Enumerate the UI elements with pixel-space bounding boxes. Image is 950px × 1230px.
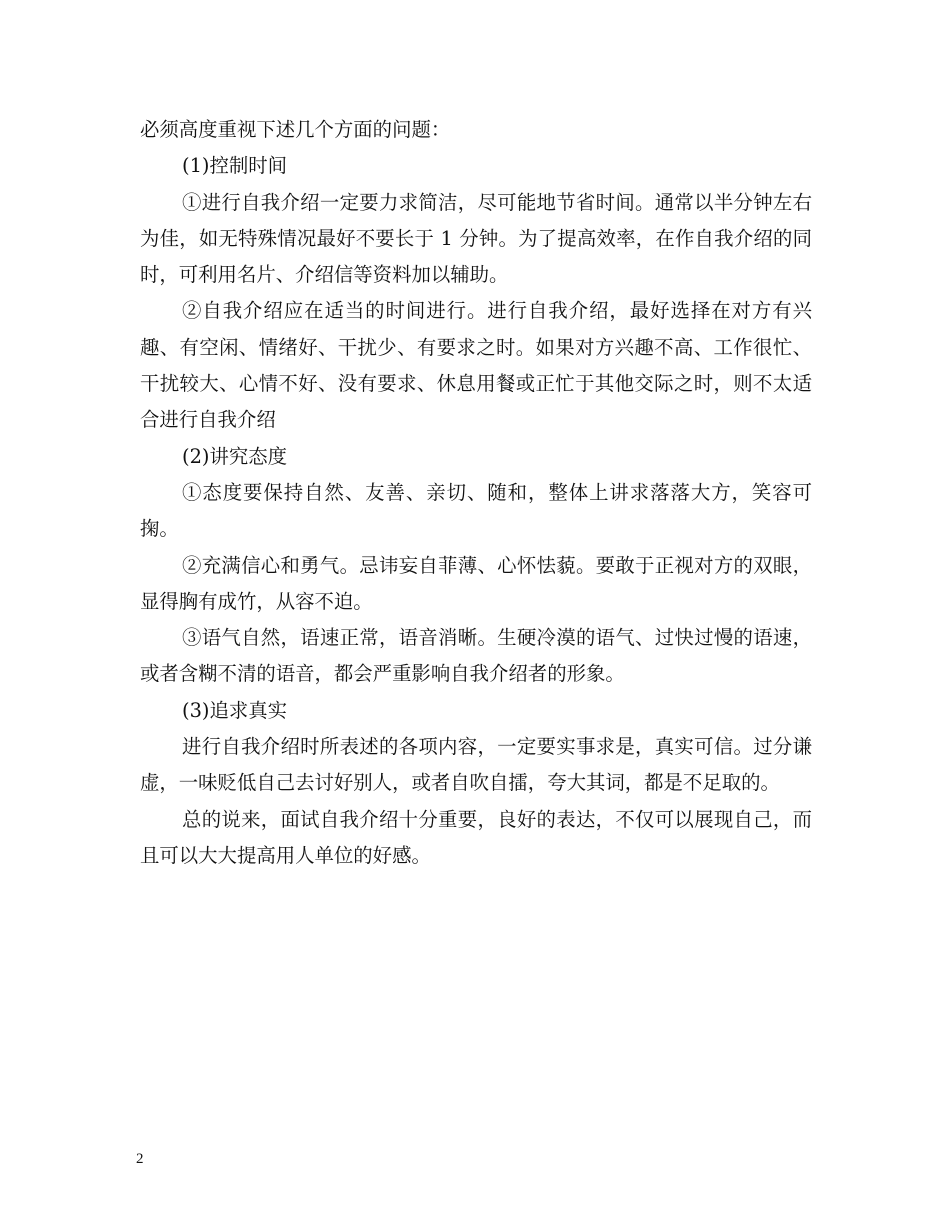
paragraph-confidence: ②充满信心和勇气。忌讳妄自菲薄、心怀怯藐。要敢于正视对方的双眼，显得胸有成竹，从容不迫。 [140,553,812,613]
section-heading-truthfulness: (3)追求真实 [182,698,288,722]
paragraph-conclusion: 总的说来，面试自我介绍十分重要，良好的表达，不仅可以展现自己，而且可以大大提高用人单位的好感。 [140,807,812,867]
paragraph-tone: ③语气自然，语速正常，语音消晰。生硬冷漠的语气、过快过慢的语速，或者含糊不清的语音，都会严重影响自我介绍者的形象。 [140,626,812,686]
page-number: 2 [136,1151,144,1167]
paragraph-natural-attitude: ①态度要保持自然、友善、亲切、随和，整体上讲求落落大方，笑容可掬。 [140,480,812,541]
section-heading-control-time: (1)控制时间 [182,154,288,178]
intro-paragraph: 必须高度重视下述几个方面的问题： [140,118,451,141]
paragraph-brevity: ①进行自我介绍一定要力求简洁，尽可能地节省时间。通常以半分钟左右为佳，如无特殊情况最好不要长于 1 分钟。为了提高效率，在作自我介绍的同时，可利用名片、介绍信等资料加以辅助。 [140,190,812,287]
paragraph-truthfulness: 进行自我介绍时所表述的各项内容，一定要实事求是，真实可信。过分谦虚，一味贬低自己去讨好别人，或者自吹自擂，夸大其词，都是不足取的。 [140,735,812,795]
section-heading-attitude: (2)讲究态度 [182,444,288,468]
document-body [140,112,812,874]
paragraph-timing: ②自我介绍应在适当的时间进行。进行自我介绍，最好选择在对方有兴趣、有空闲、情绪好、干扰少、有要求之时。如果对方兴趣不高、工作很忙、干扰较大、心情不好、没有要求、休息用餐或正忙于其他交际之时，则不太适合进行自我介绍 [140,299,812,432]
